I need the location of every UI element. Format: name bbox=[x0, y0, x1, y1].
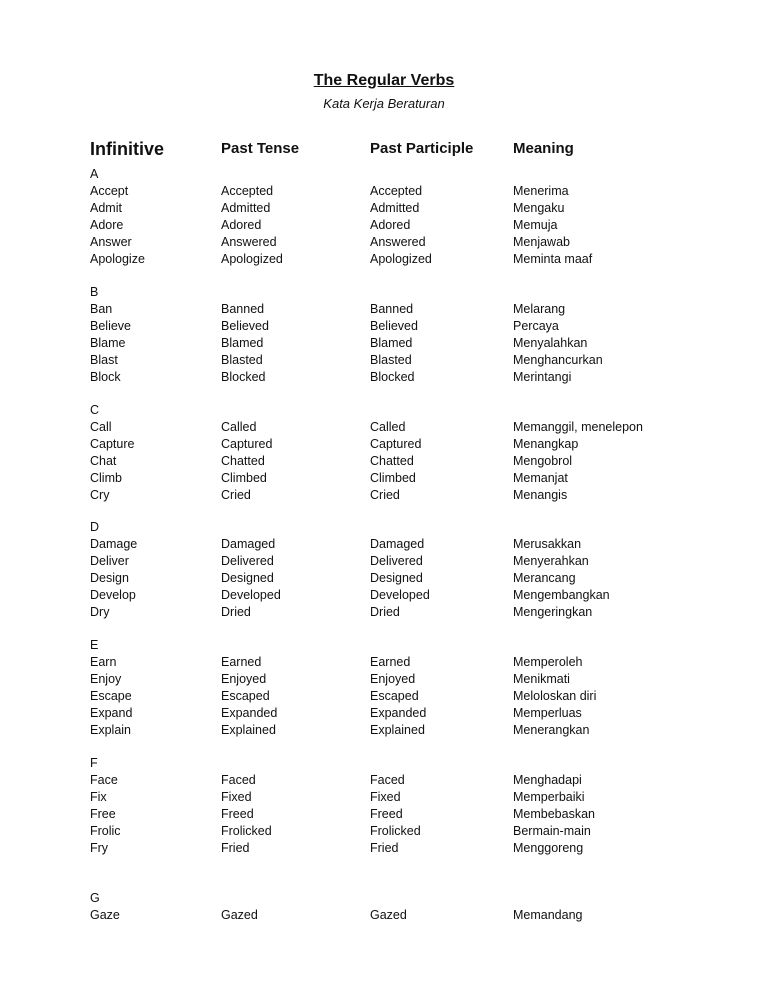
cell-infinitive: Believe bbox=[90, 319, 131, 333]
cell-past-tense: Called bbox=[221, 420, 257, 434]
cell-meaning: Menyalahkan bbox=[513, 336, 588, 350]
cell-meaning: Mengobrol bbox=[513, 454, 573, 468]
cell-past-participle: Fried bbox=[370, 841, 399, 855]
cell-infinitive: Frolic bbox=[90, 824, 121, 838]
cell-past-tense: Expanded bbox=[221, 706, 278, 720]
cell-past-participle: Escaped bbox=[370, 689, 419, 703]
cell-infinitive: Block bbox=[90, 370, 121, 384]
cell-past-tense: Developed bbox=[221, 588, 281, 602]
cell-past-tense: Earned bbox=[221, 655, 262, 669]
cell-past-tense: Blamed bbox=[221, 336, 264, 350]
cell-infinitive: Admit bbox=[90, 201, 122, 215]
cell-past-tense: Climbed bbox=[221, 471, 267, 485]
header-meaning: Meaning bbox=[513, 140, 574, 157]
cell-past-tense: Explained bbox=[221, 723, 276, 737]
cell-past-participle: Earned bbox=[370, 655, 411, 669]
cell-meaning: Menerima bbox=[513, 184, 569, 198]
group-letter: E bbox=[90, 638, 99, 652]
cell-infinitive: Enjoy bbox=[90, 672, 122, 686]
cell-meaning: Merancang bbox=[513, 571, 576, 585]
cell-past-tense: Adored bbox=[221, 218, 262, 232]
header-past-participle: Past Participle bbox=[370, 140, 474, 157]
cell-past-tense: Faced bbox=[221, 773, 256, 787]
cell-past-participle: Climbed bbox=[370, 471, 416, 485]
cell-infinitive: Design bbox=[90, 571, 129, 585]
cell-past-participle: Chatted bbox=[370, 454, 414, 468]
cell-past-participle: Admitted bbox=[370, 201, 420, 215]
cell-past-participle: Blasted bbox=[370, 353, 412, 367]
cell-infinitive: Explain bbox=[90, 723, 131, 737]
header-past-tense: Past Tense bbox=[221, 140, 300, 157]
cell-past-participle: Believed bbox=[370, 319, 418, 333]
cell-past-participle: Cried bbox=[370, 488, 400, 502]
cell-past-tense: Designed bbox=[221, 571, 274, 585]
cell-past-participle: Fixed bbox=[370, 790, 401, 804]
page-subtitle: Kata Kerja Beraturan bbox=[323, 96, 445, 111]
cell-past-participle: Designed bbox=[370, 571, 423, 585]
cell-past-participle: Freed bbox=[370, 807, 403, 821]
cell-past-participle: Developed bbox=[370, 588, 430, 602]
cell-meaning: Memandang bbox=[513, 908, 583, 922]
cell-past-tense: Cried bbox=[221, 488, 251, 502]
cell-infinitive: Deliver bbox=[90, 554, 129, 568]
cell-past-tense: Answered bbox=[221, 235, 277, 249]
cell-past-participle: Banned bbox=[370, 302, 414, 316]
group-letter: B bbox=[90, 285, 99, 299]
cell-past-tense: Escaped bbox=[221, 689, 270, 703]
group-letter: A bbox=[90, 167, 99, 181]
cell-past-tense: Apologized bbox=[221, 252, 283, 266]
cell-past-participle: Delivered bbox=[370, 554, 423, 568]
cell-meaning: Bermain-main bbox=[513, 824, 591, 838]
page-title: The Regular Verbs bbox=[313, 72, 455, 89]
cell-past-tense: Freed bbox=[221, 807, 254, 821]
group-letter: F bbox=[90, 756, 98, 770]
cell-meaning: Melarang bbox=[513, 302, 566, 316]
cell-past-participle: Frolicked bbox=[370, 824, 421, 838]
cell-past-participle: Gazed bbox=[370, 908, 407, 922]
cell-past-tense: Blasted bbox=[221, 353, 263, 367]
cell-meaning: Menikmati bbox=[513, 672, 570, 686]
cell-past-tense: Delivered bbox=[221, 554, 274, 568]
cell-past-tense: Damaged bbox=[221, 537, 276, 551]
cell-past-tense: Captured bbox=[221, 437, 273, 451]
cell-meaning: Percaya bbox=[513, 319, 559, 333]
cell-meaning: Mengembangkan bbox=[513, 588, 610, 602]
cell-meaning: Memperluas bbox=[513, 706, 582, 720]
cell-infinitive: Adore bbox=[90, 218, 124, 232]
cell-meaning: Menggoreng bbox=[513, 841, 584, 855]
group-letter: D bbox=[90, 520, 100, 534]
cell-meaning: Mengaku bbox=[513, 201, 565, 215]
cell-infinitive: Free bbox=[90, 807, 116, 821]
cell-meaning: Menjawab bbox=[513, 235, 570, 249]
cell-infinitive: Blast bbox=[90, 353, 118, 367]
cell-infinitive: Damage bbox=[90, 537, 138, 551]
cell-past-tense: Dried bbox=[221, 605, 251, 619]
cell-infinitive: Dry bbox=[90, 605, 110, 619]
cell-meaning: Memperoleh bbox=[513, 655, 583, 669]
cell-infinitive: Face bbox=[90, 773, 118, 787]
cell-meaning: Menyerahkan bbox=[513, 554, 589, 568]
cell-infinitive: Earn bbox=[90, 655, 117, 669]
cell-past-participle: Faced bbox=[370, 773, 405, 787]
cell-meaning: Memanjat bbox=[513, 471, 568, 485]
group-letter: C bbox=[90, 403, 100, 417]
cell-meaning: Mengeringkan bbox=[513, 605, 593, 619]
cell-past-tense: Chatted bbox=[221, 454, 265, 468]
cell-infinitive: Chat bbox=[90, 454, 117, 468]
cell-meaning: Memanggil, menelepon bbox=[513, 420, 643, 434]
cell-past-participle: Apologized bbox=[370, 252, 432, 266]
cell-past-tense: Blocked bbox=[221, 370, 266, 384]
cell-meaning: Menghadapi bbox=[513, 773, 582, 787]
cell-meaning: Merintangi bbox=[513, 370, 572, 384]
cell-infinitive: Blame bbox=[90, 336, 126, 350]
cell-past-participle: Blocked bbox=[370, 370, 415, 384]
cell-past-tense: Believed bbox=[221, 319, 269, 333]
header-infinitive: Infinitive bbox=[90, 139, 165, 159]
group-letter: G bbox=[90, 891, 100, 905]
cell-meaning: Menghancurkan bbox=[513, 353, 603, 367]
cell-past-participle: Adored bbox=[370, 218, 411, 232]
cell-infinitive: Fry bbox=[90, 841, 109, 855]
cell-past-participle: Captured bbox=[370, 437, 422, 451]
cell-past-tense: Banned bbox=[221, 302, 265, 316]
cell-infinitive: Ban bbox=[90, 302, 113, 316]
cell-infinitive: Develop bbox=[90, 588, 136, 602]
cell-past-participle: Accepted bbox=[370, 184, 423, 198]
cell-meaning: Menangis bbox=[513, 488, 568, 502]
cell-past-tense: Fried bbox=[221, 841, 250, 855]
cell-past-tense: Frolicked bbox=[221, 824, 272, 838]
cell-infinitive: Answer bbox=[90, 235, 132, 249]
cell-past-participle: Answered bbox=[370, 235, 426, 249]
cell-infinitive: Fix bbox=[90, 790, 107, 804]
cell-infinitive: Apologize bbox=[90, 252, 145, 266]
cell-past-tense: Accepted bbox=[221, 184, 274, 198]
cell-meaning: Menangkap bbox=[513, 437, 579, 451]
cell-meaning: Meminta maaf bbox=[513, 252, 593, 266]
cell-past-participle: Blamed bbox=[370, 336, 413, 350]
cell-past-tense: Fixed bbox=[221, 790, 252, 804]
cell-past-participle: Expanded bbox=[370, 706, 427, 720]
cell-past-tense: Admitted bbox=[221, 201, 271, 215]
cell-meaning: Memperbaiki bbox=[513, 790, 585, 804]
cell-past-participle: Dried bbox=[370, 605, 400, 619]
cell-meaning: Menerangkan bbox=[513, 723, 590, 737]
cell-past-participle: Explained bbox=[370, 723, 425, 737]
cell-infinitive: Expand bbox=[90, 706, 133, 720]
cell-past-tense: Gazed bbox=[221, 908, 258, 922]
cell-past-participle: Called bbox=[370, 420, 406, 434]
cell-meaning: Meloloskan diri bbox=[513, 689, 597, 703]
cell-meaning: Membebaskan bbox=[513, 807, 595, 821]
cell-infinitive: Gaze bbox=[90, 908, 120, 922]
cell-infinitive: Call bbox=[90, 420, 112, 434]
cell-infinitive: Climb bbox=[90, 471, 122, 485]
cell-infinitive: Cry bbox=[90, 488, 110, 502]
cell-infinitive: Capture bbox=[90, 437, 135, 451]
cell-infinitive: Accept bbox=[90, 184, 129, 198]
cell-infinitive: Escape bbox=[90, 689, 132, 703]
cell-past-participle: Damaged bbox=[370, 537, 425, 551]
cell-past-tense: Enjoyed bbox=[221, 672, 267, 686]
cell-past-participle: Enjoyed bbox=[370, 672, 416, 686]
cell-meaning: Memuja bbox=[513, 218, 558, 232]
cell-meaning: Merusakkan bbox=[513, 537, 582, 551]
